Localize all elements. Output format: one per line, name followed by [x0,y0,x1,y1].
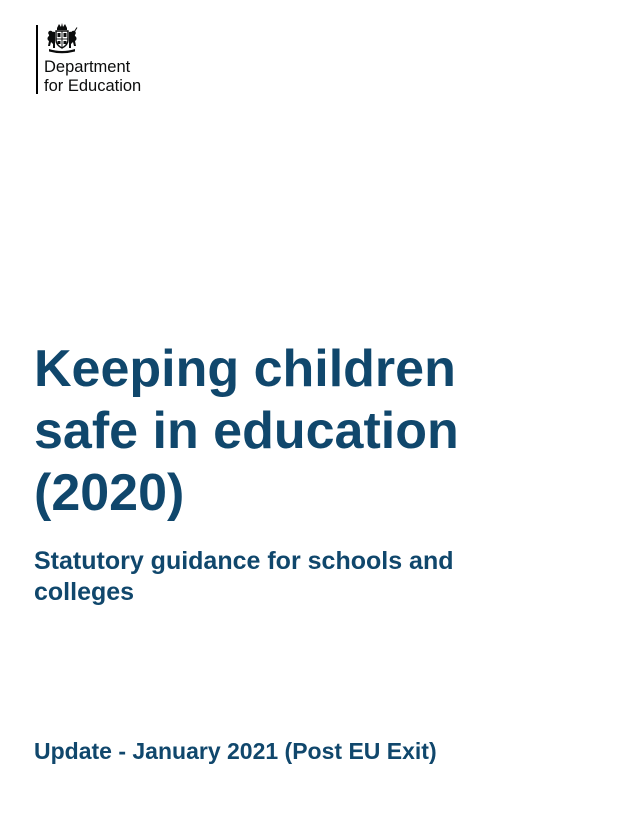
title-line3: (2020) [34,464,185,522]
royal-coat-of-arms-icon [44,22,80,54]
department-name [44,58,141,96]
department-name-line1: Department [44,58,131,76]
logo-rule [36,25,38,94]
subtitle-line1: Statutory guidance for schools and [34,547,454,575]
document-subtitle [34,546,614,608]
department-name-line2: for Education [44,77,142,95]
update-notice: Update - January 2021 (Post EU Exit) [34,738,437,764]
title-line2: safe in education [34,402,459,460]
document-title [34,338,614,524]
department-logo [36,22,176,96]
subtitle-line2: colleges [34,578,135,606]
title-line1: Keeping children [34,340,456,398]
